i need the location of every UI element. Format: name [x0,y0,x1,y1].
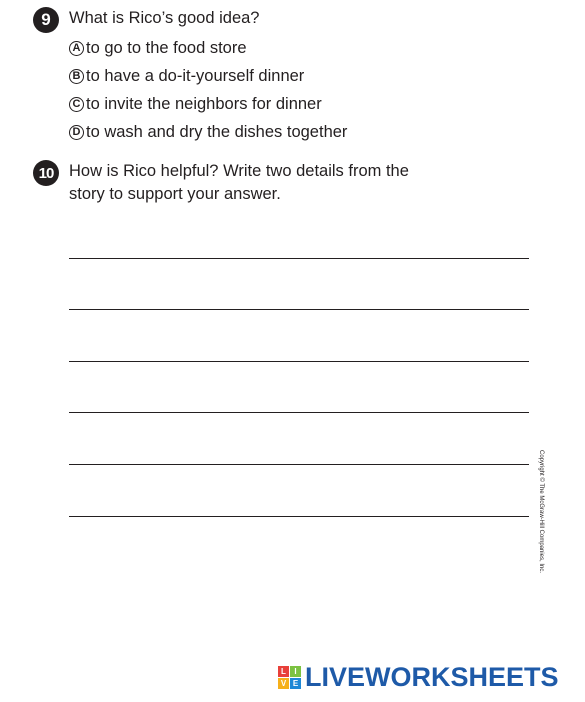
question-9-option-d[interactable] [69,122,347,142]
question-9-option-b[interactable] [69,66,304,86]
answer-line-5[interactable] [69,464,529,465]
question-10-number-badge: 10 [33,160,59,186]
option-d-bubble[interactable]: D [69,125,84,140]
question-10-stem-line-2: story to support your answer. [69,185,281,203]
answer-line-4[interactable] [69,412,529,413]
answer-line-6[interactable] [69,516,529,517]
logo-mark-e: E [290,678,301,689]
option-a-bubble[interactable]: A [69,41,84,56]
liveworksheets-logo-text: LIVEWORKSHEETS [305,662,559,692]
option-d-text: to wash and dry the dishes together [86,123,348,141]
answer-line-2[interactable] [69,309,529,310]
logo-mark-v: V [278,678,289,689]
question-9-option-c[interactable] [69,94,322,114]
option-c-text: to invite the neighbors for dinner [86,95,322,113]
question-9-number-badge: 9 [33,7,59,33]
option-b-text: to have a do-it-yourself dinner [86,67,305,85]
question-9-option-a[interactable] [69,38,247,58]
answer-line-1[interactable] [69,258,529,259]
logo-mark-i: I [290,666,301,677]
question-9-stem: What is Rico’s good idea? [69,9,260,27]
option-c-bubble[interactable]: C [69,97,84,112]
option-b-bubble[interactable]: B [69,69,84,84]
question-10-stem [69,160,409,206]
option-a-text: to go to the food store [86,39,247,57]
copyright-notice: Copyright © The McGraw-Hill Companies, Inc. [538,450,544,574]
answer-line-3[interactable] [69,361,529,362]
liveworksheets-logo-mark [278,666,301,689]
logo-mark-l: L [278,666,289,677]
liveworksheets-logo [278,662,559,693]
question-10-stem-line-1: How is Rico helpful? Write two details from the [69,162,409,180]
